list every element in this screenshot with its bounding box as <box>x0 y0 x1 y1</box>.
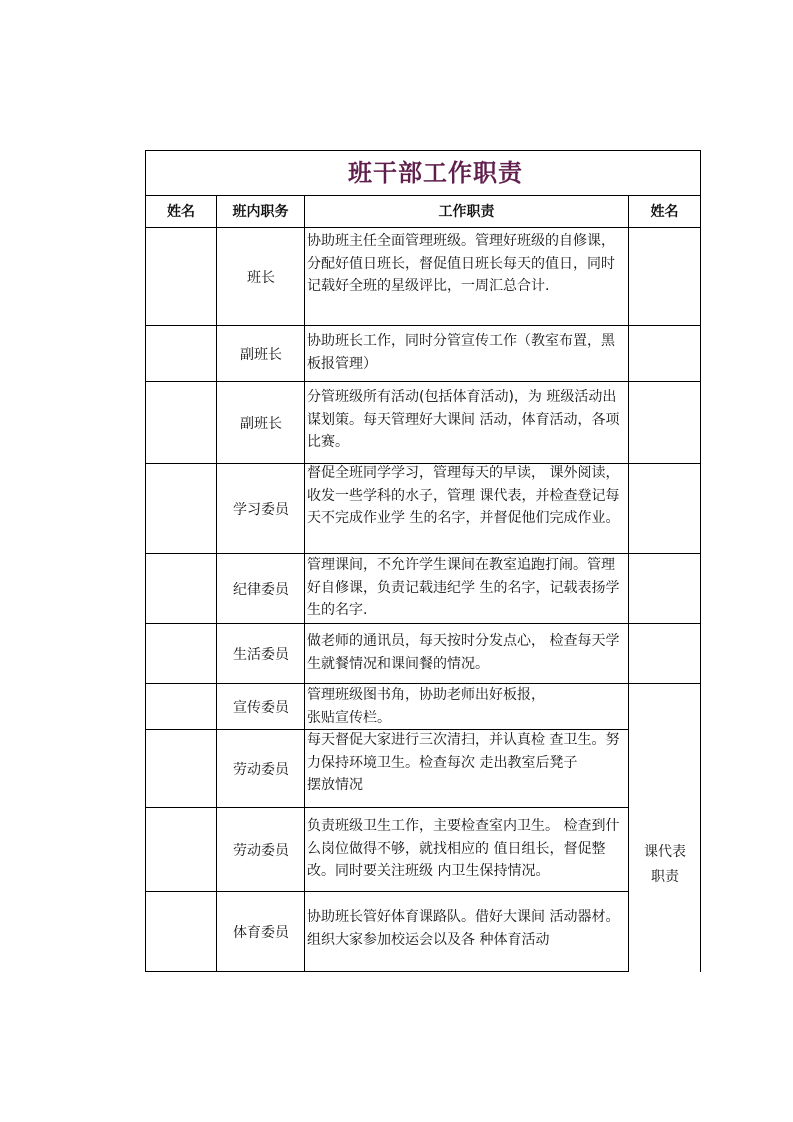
duty-cell: 做老师的通讯员，每天按时分发点心， 检查每天学生就餐情况和课间餐的情况。 <box>307 633 620 672</box>
position-cell: 劳动委员 <box>233 761 289 778</box>
duty-line: 每天督促大家进行三次清扫，并认真检 查卫生。努力保持环境卫生。检查每次 走出教室后凳子 <box>307 732 620 771</box>
position-cell: 体育委员 <box>233 924 289 941</box>
position-cell: 劳动委员 <box>233 842 289 859</box>
table-bottom-border <box>145 971 629 972</box>
position-cell: 副班长 <box>240 346 282 363</box>
title-bottom-border <box>145 195 701 196</box>
duty-cell: 协助班主任全面管理班级。管理好班级的自修课，分配好值日班长，督促值日班长每天的值日，同时记载好全班的星级评比，一周汇总合计. <box>307 233 615 294</box>
header-duty: 工作职责 <box>438 204 495 220</box>
position-cell: 纪律委员 <box>233 581 289 598</box>
duty-cell: 协助班长工作，同时分管宣传工作（教室布置，黑板报管理） <box>307 333 615 372</box>
table-left-border <box>145 150 146 972</box>
position-cell: 宣传委员 <box>233 699 289 716</box>
table-top-border <box>145 150 701 151</box>
position-cell: 生活委员 <box>233 646 289 663</box>
duty-cell <box>307 684 625 729</box>
duty-cell <box>307 729 625 807</box>
duty-cell: 管理课间，不允许学生课间在教室追跑打闹。管理好自修课，负责记载违纪学 生的名字，记载表扬学生的名字. <box>307 557 620 618</box>
duty-line: 摆放情况 <box>307 777 363 793</box>
position-cell: 学习委员 <box>233 501 289 518</box>
position-cell: 副班长 <box>240 415 282 432</box>
duty-line: 张贴宣传栏。 <box>307 709 391 726</box>
header-name: 姓名 <box>167 204 195 220</box>
side-label <box>630 840 700 890</box>
duty-cell: 督促全班同学学习，管理每天的早读， 课外阅读，收发一些学科的水子，管理 课代表，并检查登记每天不完成作业学 生的名字，并督促他们完成作业。 <box>307 465 620 526</box>
position-cell: 班长 <box>247 269 275 286</box>
side-label-line: 课代表 <box>644 844 686 860</box>
table-right-border <box>700 150 701 972</box>
header-position: 班内职务 <box>232 204 289 220</box>
column-divider <box>628 195 629 972</box>
duty-line: 管理班级图书角，协助老师出好板报， <box>307 687 545 703</box>
duty-cell: 分管班级所有活动(包括体育活动)，为 班级活动出谋划策。每天管理好大课间 活动，体育活动，各项比赛。 <box>307 389 620 450</box>
page-title: 班干部工作职责 <box>348 159 523 187</box>
side-label-line: 职责 <box>651 869 679 885</box>
header-name-2: 姓名 <box>650 204 679 220</box>
duty-cell: 负责班级卫生工作，主要检查室内卫生。 检查到什么岗位做得不够，就找相应的 值日组长，督促整改。同时要关注班级 内卫生保持情况。 <box>307 818 620 879</box>
duty-cell: 协助班长管好体育课路队。借好大课间 活动器材。组织大家参加校运会以及各 种体育活动 <box>307 909 620 948</box>
